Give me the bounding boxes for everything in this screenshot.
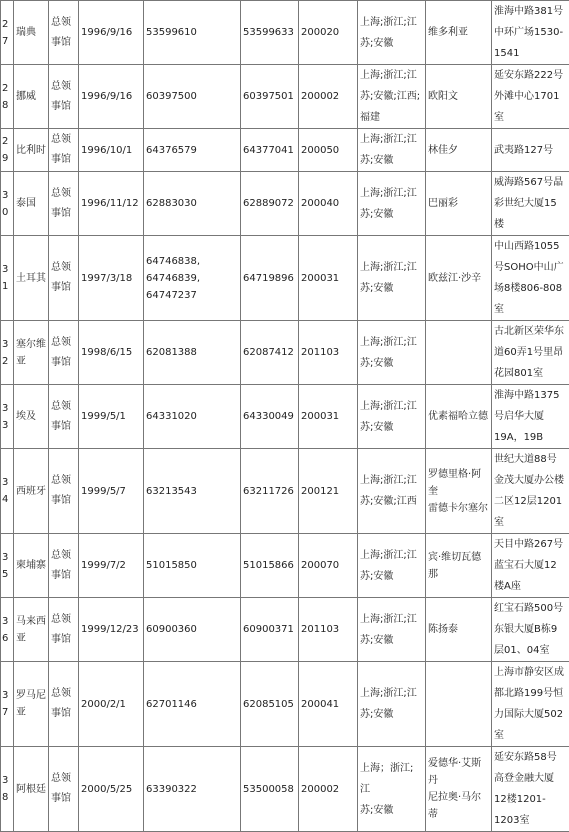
type-cell: 总领 事馆 — [49, 321, 79, 385]
consul-cell: 宾·维切瓦德那 — [426, 534, 492, 598]
type-cell: 总领 事馆 — [49, 172, 79, 236]
fax-cell: 53599633 — [241, 1, 299, 65]
region-cell: 上海;浙江;江 苏;安徽 — [358, 321, 426, 385]
fax-cell: 62085105 — [241, 662, 299, 747]
address-cell: 天目中路267号 蓝宝石大厦12 楼A座 — [492, 534, 569, 598]
date-cell: 1998/6/15 — [79, 321, 144, 385]
postcode-cell: 201103 — [299, 321, 358, 385]
address-cell: 延安东路58号 高登金融大厦 12楼1201- 1203室 — [492, 747, 569, 832]
table-row — [1, 747, 569, 832]
table-row — [1, 236, 569, 321]
postcode-cell: 201103 — [299, 598, 358, 662]
type-cell: 总领 事馆 — [49, 598, 79, 662]
consul-cell: 林佳夕 — [426, 129, 492, 172]
row-number: 31 — [1, 236, 14, 321]
postcode-cell: 200070 — [299, 534, 358, 598]
row-number: 38 — [1, 747, 14, 832]
address-cell: 淮海中路381号 中环广场1530- 1541 — [492, 1, 569, 65]
date-cell: 1999/7/2 — [79, 534, 144, 598]
type-cell: 总领 事馆 — [49, 662, 79, 747]
row-number: 37 — [1, 662, 14, 747]
region-cell: 上海;浙江;江 苏;安徽 — [358, 598, 426, 662]
date-cell: 1997/3/18 — [79, 236, 144, 321]
type-cell: 总领 事馆 — [49, 385, 79, 449]
consul-cell: 巴丽彩 — [426, 172, 492, 236]
table-row — [1, 65, 569, 129]
address-cell: 延安东路222号 外滩中心1701 室 — [492, 65, 569, 129]
table-row — [1, 449, 569, 534]
fax-cell: 60900371 — [241, 598, 299, 662]
phone-cell: 53599610 — [144, 1, 241, 65]
region-cell: 上海;浙江;江 苏;安徽;江西 — [358, 449, 426, 534]
country-cell: 埃及 — [14, 385, 49, 449]
region-cell: 上海;浙江;江 苏;安徽 — [358, 662, 426, 747]
phone-cell: 60900360 — [144, 598, 241, 662]
phone-cell: 64746838, 64746839, 64747237 — [144, 236, 241, 321]
row-number: 34 — [1, 449, 14, 534]
row-number: 35 — [1, 534, 14, 598]
country-cell: 泰国 — [14, 172, 49, 236]
row-number: 36 — [1, 598, 14, 662]
postcode-cell: 200020 — [299, 1, 358, 65]
row-number: 27 — [1, 1, 14, 65]
postcode-cell: 200031 — [299, 236, 358, 321]
country-cell: 挪威 — [14, 65, 49, 129]
date-cell: 2000/5/25 — [79, 747, 144, 832]
region-cell: 上海;浙江;江 苏;安徽 — [358, 534, 426, 598]
country-cell: 比利时 — [14, 129, 49, 172]
fax-cell: 53500058 — [241, 747, 299, 832]
country-cell: 土耳其 — [14, 236, 49, 321]
region-cell: 上海;浙江;江 苏;安徽 — [358, 385, 426, 449]
postcode-cell: 200121 — [299, 449, 358, 534]
consul-cell: 优素福哈立德 — [426, 385, 492, 449]
phone-cell: 63390322 — [144, 747, 241, 832]
consul-cell: 欧兹江·沙辛 — [426, 236, 492, 321]
postcode-cell: 200040 — [299, 172, 358, 236]
phone-cell: 62883030 — [144, 172, 241, 236]
country-cell: 阿根廷 — [14, 747, 49, 832]
type-cell: 总领 事馆 — [49, 449, 79, 534]
country-cell: 马来西 亚 — [14, 598, 49, 662]
fax-cell: 62889072 — [241, 172, 299, 236]
type-cell: 总领 事馆 — [49, 236, 79, 321]
fax-cell: 51015866 — [241, 534, 299, 598]
postcode-cell: 200050 — [299, 129, 358, 172]
region-cell: 上海;浙江;江 苏;安徽 — [358, 1, 426, 65]
country-cell: 柬埔寨 — [14, 534, 49, 598]
address-cell: 威海路567号晶 彩世纪大厦15 楼 — [492, 172, 569, 236]
address-cell: 世纪大道88号 金茂大厦办公楼 二区12层1201 室 — [492, 449, 569, 534]
region-cell: 上海；浙江;江 苏;安徽 — [358, 747, 426, 832]
consul-cell: 罗德里格·阿奎 雷德卡尔塞尔 — [426, 449, 492, 534]
table-row — [1, 172, 569, 236]
table-row — [1, 321, 569, 385]
row-number: 28 — [1, 65, 14, 129]
fax-cell: 64377041 — [241, 129, 299, 172]
phone-cell: 51015850 — [144, 534, 241, 598]
table-row — [1, 385, 569, 449]
table-row — [1, 129, 569, 172]
phone-cell: 64331020 — [144, 385, 241, 449]
date-cell: 2000/2/1 — [79, 662, 144, 747]
fax-cell: 64330049 — [241, 385, 299, 449]
phone-cell: 63213543 — [144, 449, 241, 534]
postcode-cell: 200002 — [299, 65, 358, 129]
phone-cell: 62081388 — [144, 321, 241, 385]
row-number: 29 — [1, 129, 14, 172]
region-cell: 上海;浙江;江 苏;安徽 — [358, 172, 426, 236]
fax-cell: 62087412 — [241, 321, 299, 385]
date-cell: 1996/9/16 — [79, 65, 144, 129]
address-cell: 中山西路1055 号SOHO中山广 场8楼806-808 室 — [492, 236, 569, 321]
type-cell: 总领 事馆 — [49, 534, 79, 598]
postcode-cell: 200002 — [299, 747, 358, 832]
address-cell: 古北新区荣华东 道60弄1号里昂 花园801室 — [492, 321, 569, 385]
address-cell: 武夷路127号 — [492, 129, 569, 172]
date-cell: 1996/11/12 — [79, 172, 144, 236]
fax-cell: 64719896 — [241, 236, 299, 321]
region-cell: 上海;浙江;江 苏;安徽 — [358, 236, 426, 321]
consul-cell: 维多利亚 — [426, 1, 492, 65]
type-cell: 总领 事馆 — [49, 65, 79, 129]
table-row — [1, 1, 569, 65]
consul-cell — [426, 662, 492, 747]
consul-cell — [426, 321, 492, 385]
country-cell: 罗马尼 亚 — [14, 662, 49, 747]
type-cell: 总领 事馆 — [49, 1, 79, 65]
phone-cell: 64376579 — [144, 129, 241, 172]
postcode-cell: 200041 — [299, 662, 358, 747]
fax-cell: 63211726 — [241, 449, 299, 534]
date-cell: 1999/5/1 — [79, 385, 144, 449]
country-cell: 瑞典 — [14, 1, 49, 65]
address-cell: 淮海中路1375 号启华大厦 19A，19B — [492, 385, 569, 449]
row-number: 33 — [1, 385, 14, 449]
table-row — [1, 534, 569, 598]
postcode-cell: 200031 — [299, 385, 358, 449]
row-number: 30 — [1, 172, 14, 236]
phone-cell: 62701146 — [144, 662, 241, 747]
country-cell: 西班牙 — [14, 449, 49, 534]
date-cell: 1999/5/7 — [79, 449, 144, 534]
consul-cell: 欧阳文 — [426, 65, 492, 129]
table-row — [1, 662, 569, 747]
region-cell: 上海;浙江;江 苏;安徽;江西; 福建 — [358, 65, 426, 129]
region-cell: 上海;浙江;江 苏;安徽 — [358, 129, 426, 172]
row-number: 32 — [1, 321, 14, 385]
phone-cell: 60397500 — [144, 65, 241, 129]
country-cell: 塞尔维 亚 — [14, 321, 49, 385]
consul-cell: 陈扬泰 — [426, 598, 492, 662]
type-cell: 总领 事馆 — [49, 129, 79, 172]
type-cell: 总领 事馆 — [49, 747, 79, 832]
date-cell: 1999/12/23 — [79, 598, 144, 662]
date-cell: 1996/9/16 — [79, 1, 144, 65]
address-cell: 红宝石路500号 东银大厦B栋9 层01、04室 — [492, 598, 569, 662]
date-cell: 1996/10/1 — [79, 129, 144, 172]
address-cell: 上海市静安区成 都北路199号恒 力国际大厦502 室 — [492, 662, 569, 747]
fax-cell: 60397501 — [241, 65, 299, 129]
consul-cell: 爱德华·艾斯丹 尼拉奥·马尔蒂 — [426, 747, 492, 832]
table-row — [1, 598, 569, 662]
